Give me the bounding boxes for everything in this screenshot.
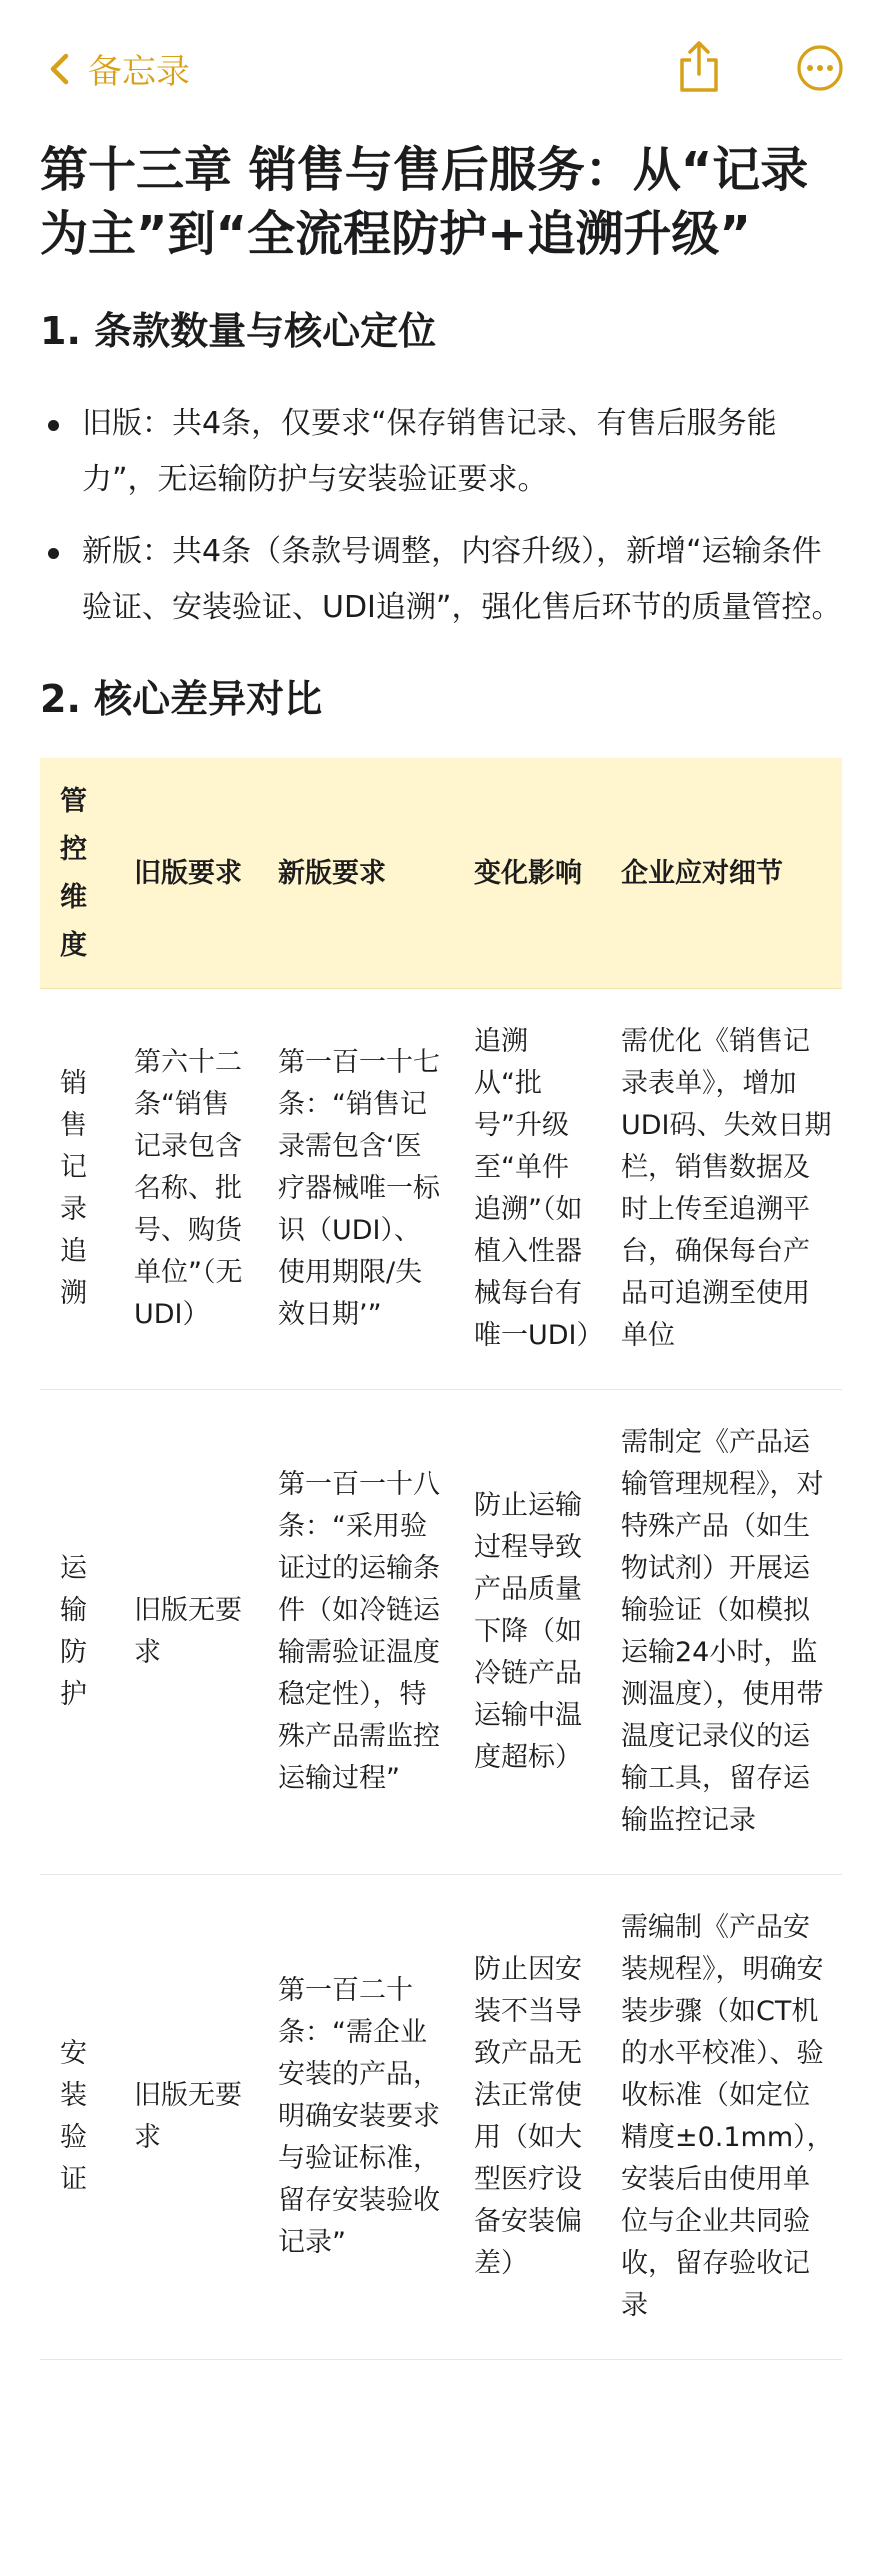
table-cell: 旧版无要求 (114, 1390, 258, 1875)
table-header-row (40, 758, 842, 989)
table-cell: 防止运输过程导致产品质量下降（如冷链产品运输中温度超标） (454, 1390, 601, 1875)
table-cell: 追溯从“批号”升级至“单件追溯”（如植入性器械每台有唯一UDI） (454, 989, 601, 1390)
table-cell: 第六十二条“销售记录包含名称、批号、购货单位”（无UDI） (114, 989, 258, 1390)
table-cell: 需制定《产品运输管理规程》，对特殊产品（如生物试剂）开展运输验证（如模拟运输24小时，监测温度），使用带温度记录仪的运输工具，留存运输监控记录 (601, 1390, 842, 1875)
table-cell: 运输防护 (40, 1390, 114, 1875)
table-row (40, 1390, 842, 1875)
table-header-cell: 企业应对细节 (601, 758, 842, 989)
list-item: 新版：共4条（条款号调整，内容升级），新增“运输条件验证、安装验证、UDI追溯”，强化售后环节的质量管控。 (40, 524, 842, 636)
navigation-bar (0, 0, 880, 140)
note-body[interactable] (0, 138, 880, 2360)
table-cell: 第一百一十八条：“采用验证过的运输条件（如冷链运输需验证温度稳定性），特殊产品需监控运输过程” (258, 1390, 454, 1875)
table-header-cell: 变化影响 (454, 758, 601, 989)
table-header-cell: 新版要求 (258, 758, 454, 989)
table-cell: 第一百一十七条：“销售记录需包含‘医疗器械唯一标识（UDI）、使用期限/失效日期’” (258, 989, 454, 1390)
back-button[interactable] (46, 44, 190, 93)
table-cell: 销售记录追溯 (40, 989, 114, 1390)
section-heading-2: 2. 核心差异对比 (40, 677, 323, 721)
chevron-left-icon (46, 52, 74, 86)
table-row (40, 1875, 842, 2360)
table-row (40, 989, 842, 1390)
list-item: 旧版：共4条，仅要求“保存销售记录、有售后服务能力”，无运输防护与安装验证要求。 (40, 396, 842, 508)
table-header-cell: 管控维度 (40, 758, 114, 989)
back-label: 备忘录 (88, 52, 190, 92)
note-title: 第十三章 销售与售后服务：从“记录为主”到“全流程防护+追溯升级” (40, 142, 809, 262)
comparison-table (40, 758, 842, 2360)
table-cell: 旧版无要求 (114, 1875, 258, 2360)
section-heading-1: 1. 条款数量与核心定位 (40, 309, 437, 353)
table-cell: 第一百二十条：“需企业安装的产品，明确安装要求与验证标准，留存安装验收记录” (258, 1875, 454, 2360)
table-header-cell: 旧版要求 (114, 758, 258, 989)
share-icon[interactable] (676, 40, 722, 94)
more-icon[interactable] (796, 44, 844, 92)
table-cell: 安装验证 (40, 1875, 114, 2360)
table-cell: 防止因安装不当导致产品无法正常使用（如大型医疗设备安装偏差） (454, 1875, 601, 2360)
bullet-list (40, 396, 842, 636)
table-cell: 需优化《销售记录表单》，增加UDI码、失效日期栏，销售数据及时上传至追溯平台，确保每台产品可追溯至使用单位 (601, 989, 842, 1390)
table-cell: 需编制《产品安装规程》，明确安装步骤（如CT机的水平校准）、验收标准（如定位精度±0.1mm），安装后由使用单位与企业共同验收，留存验收记录 (601, 1875, 842, 2360)
